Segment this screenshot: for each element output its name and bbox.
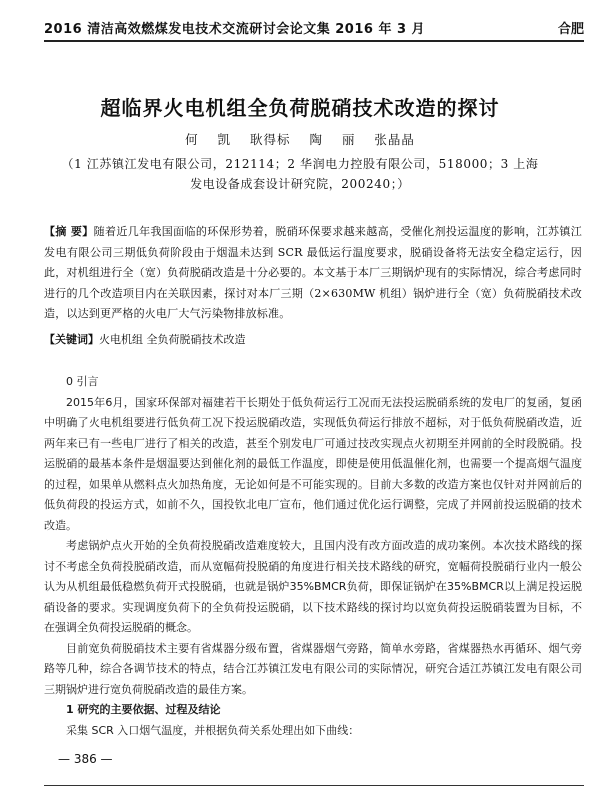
abstract	[44, 222, 582, 325]
page-number: — 386 —	[58, 752, 113, 766]
keywords-label: 【关键词】	[44, 333, 99, 346]
keywords-text: 火电机组 全负荷脱硝技术改造	[99, 333, 246, 346]
body-text	[44, 372, 582, 741]
paragraph-2: 考虑锅炉点火开始的全负荷投脱硝改造难度较大，且国内没有改方面改造的成功案例。本次技术路线的探讨不考虑全负荷投脱硝改造，而从宽幅荷投脱硝的角度进行相关技术路线的研究，宽幅荷投脱硝行业内一般公认为从机组最低稳燃负荷开式投脱硝，也就是锅炉35%BMCR负荷，即保证锅炉在35%BMCR以上满足投运脱硝设备的要求。实现调度负荷下的全负荷投运脱硝，以下技术路线的探讨均以宽负荷投运脱硝装置为目标，不在强调全负荷投运脱硝的概念。	[44, 539, 582, 634]
paper-title: 超临界火电机组全负荷脱硝技术改造的探讨	[100, 96, 500, 120]
abstract-text: 随着近几年我国面临的环保形势着，脱硝环保要求越来越高，受催化剂投运温度的影响，江苏镇江发电有限公司三期低负荷阶段由于烟温未达到 SCR 最低运行温度要求，脱硝设备将无法安全稳定运行，因此，对机组进行全（宽）负荷脱硝改造是十分必要的。本文基于本厂三期锅炉现有的实际情况，综合考虑同时进行的几个改造项目内在关联因素，探讨对本厂三期（2×630MW 机组）锅炉进行全（宽）负荷脱硝技术改造，以达到更严格的火电厂大气污染物排放标准。	[44, 225, 582, 320]
paper-affiliation: （1 江苏镇江发电有限公司，212114；2 华润电力控股有限公司，518000；3 上海发电设备成套设计研究院，200240；）	[61, 157, 539, 191]
paper-authors: 何 凯 耿得标 陶 丽 张晶晶	[185, 132, 415, 147]
paragraph-3: 目前宽负荷脱硝技术主要有省煤器分级布置，省煤器烟气旁路，简单水旁路，省煤器热水再循环、烟气旁路等几种，综合各调节技术的特点，结合江苏镇江发电有限公司的实际情况，研究合适江苏镇江发电有限公司三期锅炉进行宽负荷脱硝改造的最佳方案。	[44, 641, 582, 696]
footer-rule	[44, 785, 584, 786]
journal-line: 2016 清洁高效燃煤发电技术交流研讨会论文集 2016 年 3 月	[44, 22, 426, 37]
running-header	[44, 14, 584, 42]
abstract-label: 【摘 要】	[44, 225, 94, 238]
paragraph-1: 2015年6月，国家环保部对福建若干长期处于低负荷运行工况而无法投运脱硝系统的发电厂的复函，复函中明确了火电机组要进行低负荷工况下投运脱硝改造，实现低负荷运行排放不超标，对于低负荷脱硝改造，近两年来已有一些电厂进行了相关的改造，甚至个别发电厂可通过技改实现点火初期至并网前的全时段脱硝。投运脱硝的最基本条件是烟温要达到催化剂的最低工作温度，即使是使用低温催化剂，也需要一个提高烟气温度的过程，如果单从燃料点火加热角度，无论如何是不可能实现的。目前大多数的改造方案也仅针对并网前后的低负荷段的投运方式，如前不久，国投钦北电厂宣布，他们通过优化运行调整，完成了并网前投运脱硝的技术改造。	[44, 395, 582, 532]
keywords	[44, 330, 582, 350]
paragraph-4: 采集 SCR 入口烟气温度，并根据负荷关系处理出如下曲线：	[66, 723, 360, 737]
section-heading-intro: 0 引言	[66, 375, 99, 388]
section-heading-1: 1 研究的主要依据、过程及结论	[66, 703, 221, 716]
header-location: 合肥	[557, 22, 584, 37]
